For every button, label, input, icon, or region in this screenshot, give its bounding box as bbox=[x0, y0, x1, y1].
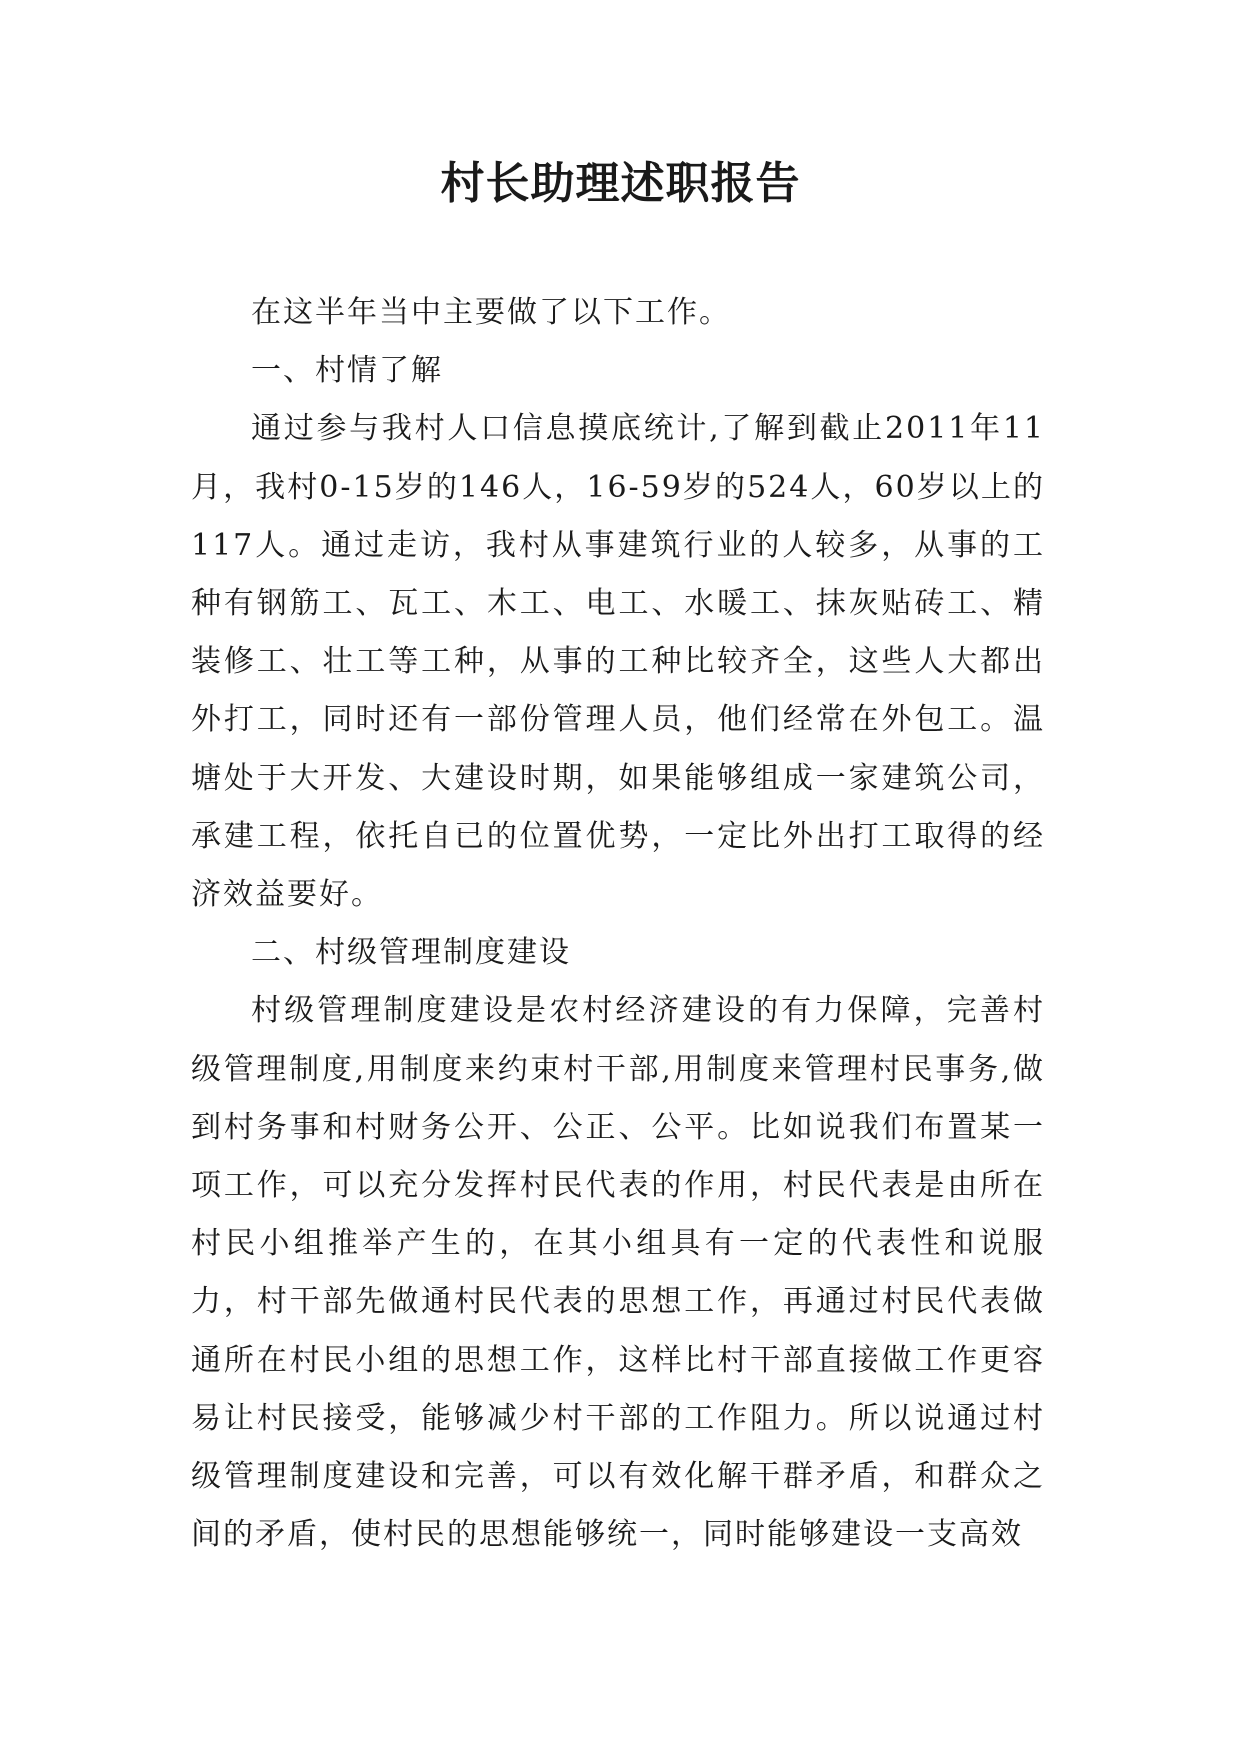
intro-paragraph: 在这半年当中主要做了以下工作。 bbox=[251, 295, 731, 330]
village-situation-paragraph: 通过参与我村人口信息摸底统计,了解到截止2011年11月，我村0-15岁的146人，16-59岁的524人，60岁以上的117人。通过走访，我村从事建筑行业的人较多，从事的工种有钢筋工、瓦工、木工、电工、水暖工、抹灰贴砖工、精装修工、壮工等工种，从事的工种比较齐全，这些人大都出外打工，同时还有一部份管理人员，他们经常在外包工。温塘处于大开发、大建设时期，如果能够组成一家建筑公司，承建工程，依托自已的位置优势，一定比外出打工取得的经济效益要好。 bbox=[191, 411, 1045, 913]
section-heading-village-situation: 一、村情了解 bbox=[251, 353, 443, 389]
section-heading-management-system: 二、村级管理制度建设 bbox=[251, 935, 571, 971]
management-system-paragraph: 村级管理制度建设是农村经济建设的有力保障，完善村级管理制度,用制度来约束村干部,用制度来管理村民事务,做到村务事和村财务公开、公正、公平。比如说我们布置某一项工作，可以充分发挥村民代表的作用，村民代表是由所在村民小组推举产生的，在其小组具有一定的代表性和说服力，村干部先做通村民代表的思想工作，再通过村民代表做通所在村民小组的思想工作，这样比村干部直接做工作更容易让村民接受，能够减少村干部的工作阻力。所以说通过村级管理制度建设和完善，可以有效化解干群矛盾，和群众之间的矛盾，使村民的思想能够统一，同时能够建设一支高效 bbox=[191, 993, 1045, 1553]
document-title: 村长助理述职报告 bbox=[440, 158, 801, 209]
document-body bbox=[191, 284, 1045, 1564]
